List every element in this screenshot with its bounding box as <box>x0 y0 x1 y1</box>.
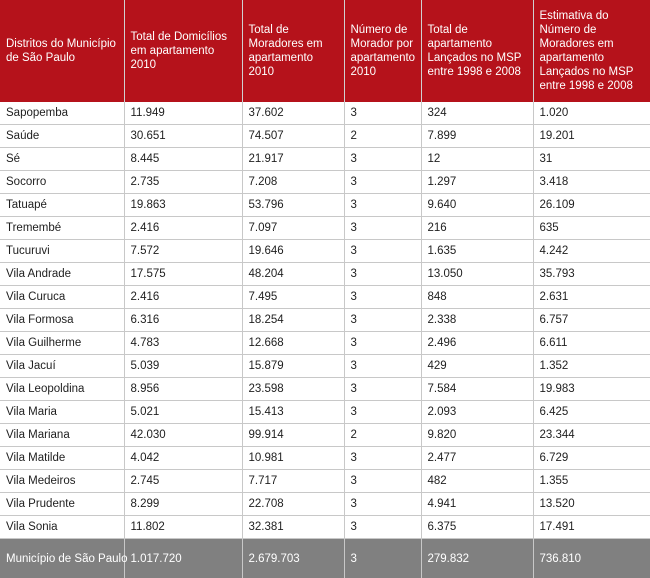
residents-cell: 21.917 <box>242 148 344 171</box>
residents-cell: 48.204 <box>242 263 344 286</box>
estimated-residents-cell: 1.355 <box>533 470 650 493</box>
table-row <box>0 240 650 263</box>
apartments-launched-cell: 216 <box>421 217 533 240</box>
estimated-residents-cell: 6.757 <box>533 309 650 332</box>
district-cell: Vila Maria <box>0 401 124 424</box>
apartments-launched-cell: 2.338 <box>421 309 533 332</box>
district-cell: Vila Prudente <box>0 493 124 516</box>
residents-cell: 7.208 <box>242 171 344 194</box>
apartments-launched-cell: 2.093 <box>421 401 533 424</box>
estimated-residents-cell: 13.520 <box>533 493 650 516</box>
total-estimated-residents: 736.810 <box>533 539 650 578</box>
residents-cell: 37.602 <box>242 102 344 125</box>
apartments-launched-cell: 7.584 <box>421 378 533 401</box>
apartments-launched-cell: 1.635 <box>421 240 533 263</box>
residents-cell: 7.495 <box>242 286 344 309</box>
header-district: Distritos do Município de São Paulo <box>0 0 124 102</box>
table-row <box>0 355 650 378</box>
district-cell: Vila Leopoldina <box>0 378 124 401</box>
estimated-residents-cell: 35.793 <box>533 263 650 286</box>
households-cell: 5.039 <box>124 355 242 378</box>
residents-cell: 74.507 <box>242 125 344 148</box>
households-cell: 30.651 <box>124 125 242 148</box>
table-row <box>0 424 650 447</box>
district-cell: Vila Andrade <box>0 263 124 286</box>
table-row <box>0 309 650 332</box>
table-row <box>0 516 650 539</box>
apartments-launched-cell: 13.050 <box>421 263 533 286</box>
estimated-residents-cell: 26.109 <box>533 194 650 217</box>
district-cell: Vila Curuca <box>0 286 124 309</box>
residents-per-apartment-cell: 3 <box>344 171 421 194</box>
residents-per-apartment-cell: 3 <box>344 148 421 171</box>
households-cell: 17.575 <box>124 263 242 286</box>
total-households: 1.017.720 <box>124 539 242 578</box>
residents-cell: 15.413 <box>242 401 344 424</box>
district-cell: Vila Matilde <box>0 447 124 470</box>
table-row <box>0 286 650 309</box>
residents-per-apartment-cell: 2 <box>344 424 421 447</box>
estimated-residents-cell: 17.491 <box>533 516 650 539</box>
residents-per-apartment-cell: 3 <box>344 286 421 309</box>
households-cell: 42.030 <box>124 424 242 447</box>
households-cell: 2.745 <box>124 470 242 493</box>
residents-per-apartment-cell: 3 <box>344 263 421 286</box>
table-row <box>0 148 650 171</box>
total-row <box>0 539 650 578</box>
residents-per-apartment-cell: 3 <box>344 102 421 125</box>
households-cell: 6.316 <box>124 309 242 332</box>
estimated-residents-cell: 6.611 <box>533 332 650 355</box>
table-row <box>0 470 650 493</box>
apartments-launched-cell: 6.375 <box>421 516 533 539</box>
residents-cell: 7.717 <box>242 470 344 493</box>
table-row <box>0 332 650 355</box>
estimated-residents-cell: 4.242 <box>533 240 650 263</box>
table-row <box>0 171 650 194</box>
residents-per-apartment-cell: 3 <box>344 240 421 263</box>
estimated-residents-cell: 19.201 <box>533 125 650 148</box>
header-total-households: Total de Domicílios em apartamento 2010 <box>124 0 242 102</box>
residents-cell: 12.668 <box>242 332 344 355</box>
header-residents-per-apartment: Número de Morador por apartamento 2010 <box>344 0 421 102</box>
households-cell: 2.416 <box>124 286 242 309</box>
estimated-residents-cell: 1.020 <box>533 102 650 125</box>
district-cell: Vila Guilherme <box>0 332 124 355</box>
total-apartments-launched: 279.832 <box>421 539 533 578</box>
table-row <box>0 447 650 470</box>
residents-per-apartment-cell: 3 <box>344 401 421 424</box>
residents-cell: 23.598 <box>242 378 344 401</box>
households-cell: 8.445 <box>124 148 242 171</box>
residents-per-apartment-cell: 3 <box>344 194 421 217</box>
estimated-residents-cell: 31 <box>533 148 650 171</box>
header-estimated-residents: Estimativa do Número de Moradores em apartamento Lançados no MSP entre 1998 e 2008 <box>533 0 650 102</box>
district-cell: Vila Medeiros <box>0 470 124 493</box>
apartments-launched-cell: 7.899 <box>421 125 533 148</box>
estimated-residents-cell: 2.631 <box>533 286 650 309</box>
table-row <box>0 493 650 516</box>
district-cell: Tremembé <box>0 217 124 240</box>
table-row <box>0 194 650 217</box>
households-cell: 2.416 <box>124 217 242 240</box>
households-cell: 19.863 <box>124 194 242 217</box>
apartments-launched-cell: 848 <box>421 286 533 309</box>
table-row <box>0 125 650 148</box>
residents-per-apartment-cell: 3 <box>344 378 421 401</box>
table-row <box>0 102 650 125</box>
district-cell: Sé <box>0 148 124 171</box>
apartments-launched-cell: 2.477 <box>421 447 533 470</box>
residents-per-apartment-cell: 3 <box>344 217 421 240</box>
district-cell: Vila Sonia <box>0 516 124 539</box>
table-row <box>0 401 650 424</box>
residents-cell: 15.879 <box>242 355 344 378</box>
total-residents-per-apartment: 3 <box>344 539 421 578</box>
estimated-residents-cell: 6.425 <box>533 401 650 424</box>
apartments-launched-cell: 2.496 <box>421 332 533 355</box>
residents-per-apartment-cell: 3 <box>344 332 421 355</box>
residents-cell: 22.708 <box>242 493 344 516</box>
residents-cell: 10.981 <box>242 447 344 470</box>
district-cell: Saúde <box>0 125 124 148</box>
households-cell: 8.299 <box>124 493 242 516</box>
table-row <box>0 378 650 401</box>
district-cell: Tatuapé <box>0 194 124 217</box>
residents-cell: 19.646 <box>242 240 344 263</box>
district-cell: Vila Jacuí <box>0 355 124 378</box>
residents-per-apartment-cell: 3 <box>344 355 421 378</box>
residents-cell: 18.254 <box>242 309 344 332</box>
estimated-residents-cell: 3.418 <box>533 171 650 194</box>
estimated-residents-cell: 1.352 <box>533 355 650 378</box>
households-cell: 7.572 <box>124 240 242 263</box>
residents-cell: 32.381 <box>242 516 344 539</box>
residents-per-apartment-cell: 3 <box>344 447 421 470</box>
residents-per-apartment-cell: 3 <box>344 470 421 493</box>
district-cell: Sapopemba <box>0 102 124 125</box>
residents-per-apartment-cell: 3 <box>344 516 421 539</box>
residents-cell: 7.097 <box>242 217 344 240</box>
estimated-residents-cell: 6.729 <box>533 447 650 470</box>
estimated-residents-cell: 635 <box>533 217 650 240</box>
residents-per-apartment-cell: 3 <box>344 309 421 332</box>
district-cell: Tucuruvi <box>0 240 124 263</box>
residents-per-apartment-cell: 3 <box>344 493 421 516</box>
households-cell: 11.949 <box>124 102 242 125</box>
estimated-residents-cell: 23.344 <box>533 424 650 447</box>
total-residents: 2.679.703 <box>242 539 344 578</box>
district-cell: Vila Mariana <box>0 424 124 447</box>
apartments-launched-cell: 9.640 <box>421 194 533 217</box>
apartments-launched-cell: 482 <box>421 470 533 493</box>
district-cell: Vila Formosa <box>0 309 124 332</box>
apartments-launched-cell: 9.820 <box>421 424 533 447</box>
district-cell: Socorro <box>0 171 124 194</box>
table-body <box>0 102 650 539</box>
apartments-launched-cell: 4.941 <box>421 493 533 516</box>
estimated-residents-cell: 19.983 <box>533 378 650 401</box>
residents-per-apartment-cell: 2 <box>344 125 421 148</box>
total-label: Município de São Paulo <box>0 539 124 578</box>
households-cell: 11.802 <box>124 516 242 539</box>
header-row <box>0 0 650 102</box>
apartments-launched-cell: 324 <box>421 102 533 125</box>
header-apartments-launched: Total de apartamento Lançados no MSP entre 1998 e 2008 <box>421 0 533 102</box>
households-cell: 4.042 <box>124 447 242 470</box>
apartments-launched-cell: 12 <box>421 148 533 171</box>
header-total-residents: Total de Moradores em apartamento 2010 <box>242 0 344 102</box>
apartments-launched-cell: 1.297 <box>421 171 533 194</box>
residents-cell: 53.796 <box>242 194 344 217</box>
table-row <box>0 263 650 286</box>
households-cell: 4.783 <box>124 332 242 355</box>
residents-cell: 99.914 <box>242 424 344 447</box>
table-row <box>0 217 650 240</box>
households-cell: 2.735 <box>124 171 242 194</box>
apartments-launched-cell: 429 <box>421 355 533 378</box>
households-cell: 8.956 <box>124 378 242 401</box>
households-cell: 5.021 <box>124 401 242 424</box>
